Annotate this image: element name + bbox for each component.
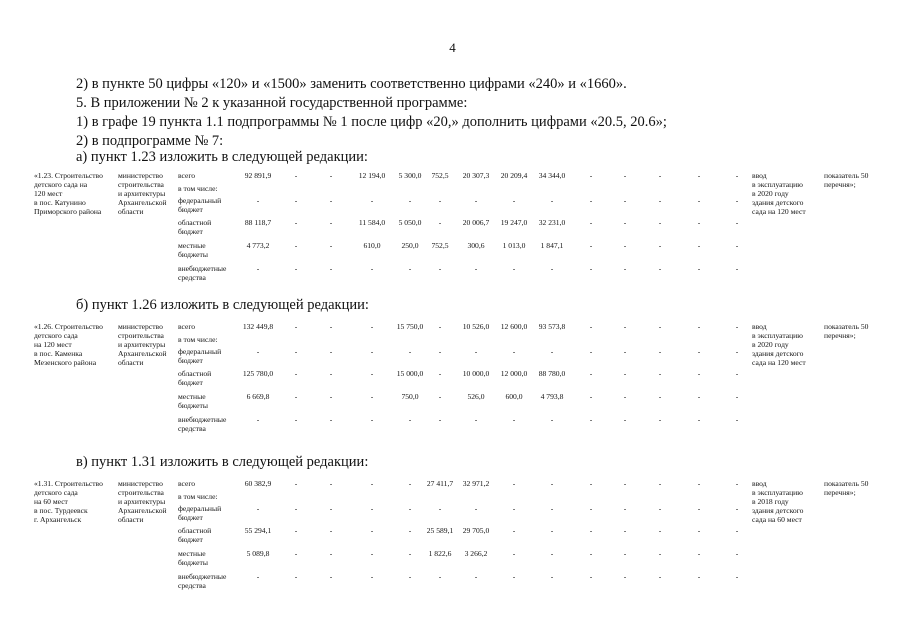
amount-cell: - (735, 369, 739, 378)
amount-cell: - (623, 415, 627, 424)
amount-cell: - (408, 264, 412, 273)
amount-cell: 55 294,1 (244, 526, 272, 535)
amount-cell: - (589, 322, 593, 331)
amount-cell: - (735, 347, 739, 356)
amount-cell: - (294, 218, 298, 227)
amount-cell: - (512, 479, 516, 488)
funding-source: всего (178, 479, 196, 488)
amount-cell: 1 847,1 (540, 241, 564, 250)
funding-source: в том числе: (178, 184, 218, 193)
amount-cell: - (438, 322, 442, 331)
amount-cell: - (589, 218, 593, 227)
funding-source: местные бюджеты (178, 392, 208, 410)
amount-cell: - (256, 415, 260, 424)
amount-cell: - (550, 264, 554, 273)
amount-cell: 5 050,0 (398, 218, 422, 227)
amount-cell: - (438, 347, 442, 356)
funding-source: всего (178, 171, 196, 180)
amount-cell: - (294, 196, 298, 205)
expected-result: ввод в эксплуатацию в 2020 году здания детского сада на 120 мест (752, 171, 806, 216)
amount-cell: - (697, 526, 701, 535)
amount-cell: - (329, 572, 333, 581)
amount-cell: 526,0 (467, 392, 485, 401)
amount-cell: - (294, 322, 298, 331)
amount-cell: - (735, 196, 739, 205)
amount-cell: - (735, 171, 739, 180)
amount-cell: - (623, 549, 627, 558)
amount-cell: - (623, 369, 627, 378)
amount-cell: - (408, 572, 412, 581)
amount-cell: - (370, 196, 374, 205)
amount-cell: - (512, 526, 516, 535)
amount-cell: 29 705,0 (462, 526, 490, 535)
amount-cell: - (329, 218, 333, 227)
amount-cell: 32 231,0 (538, 218, 566, 227)
amount-cell: - (329, 264, 333, 273)
amount-cell: - (474, 264, 478, 273)
responsible-executor: министерство строительства и архитектуры Архангельской области (118, 322, 167, 367)
amount-cell: 132 449,8 (242, 322, 274, 331)
amount-cell: - (256, 264, 260, 273)
amount-cell: - (408, 415, 412, 424)
object-name: «1.26. Строительство детского сада на 120 мест в пос. Каменка Мезенского района (34, 322, 103, 367)
amount-cell: - (329, 415, 333, 424)
amount-cell: - (370, 479, 374, 488)
amount-cell: - (589, 526, 593, 535)
funding-source: внебюджетные средства (178, 264, 227, 282)
amount-cell: - (589, 392, 593, 401)
amount-cell: - (658, 572, 662, 581)
amount-cell: 3 266,2 (464, 549, 488, 558)
amount-cell: - (512, 196, 516, 205)
amount-cell: - (474, 196, 478, 205)
amount-cell: - (438, 504, 442, 513)
amount-cell: 34 344,0 (538, 171, 566, 180)
amount-cell: - (294, 369, 298, 378)
amount-cell: - (370, 322, 374, 331)
amount-cell: 1 013,0 (502, 241, 526, 250)
amount-cell: - (735, 415, 739, 424)
amount-cell: - (658, 171, 662, 180)
amount-cell: - (512, 415, 516, 424)
responsible-executor: министерство строительства и архитектуры Архангельской области (118, 479, 167, 524)
expected-result: ввод в эксплуатацию в 2020 году здания детского сада на 120 мест (752, 322, 806, 367)
amount-cell: 12 000,0 (500, 369, 528, 378)
amount-cell: - (697, 171, 701, 180)
funding-source: федеральный бюджет (178, 347, 222, 365)
amount-cell: - (735, 572, 739, 581)
amount-cell: - (589, 264, 593, 273)
amount-cell: 32 971,2 (462, 479, 490, 488)
amount-cell: - (735, 392, 739, 401)
amount-cell: 27 411,7 (426, 479, 454, 488)
amount-cell: - (658, 347, 662, 356)
amount-cell: - (623, 241, 627, 250)
amount-cell: - (329, 322, 333, 331)
amount-cell: - (329, 479, 333, 488)
amount-cell: - (294, 526, 298, 535)
amount-cell: - (658, 526, 662, 535)
amount-cell: - (623, 171, 627, 180)
amount-cell: - (550, 549, 554, 558)
amount-cell: 11 584,0 (358, 218, 386, 227)
amount-cell: - (294, 549, 298, 558)
amount-cell: - (697, 415, 701, 424)
amount-cell: - (735, 264, 739, 273)
funding-source: местные бюджеты (178, 241, 208, 259)
amount-cell: - (550, 504, 554, 513)
amount-cell: - (329, 526, 333, 535)
funding-source: областной бюджет (178, 526, 212, 544)
amount-cell: 19 247,0 (500, 218, 528, 227)
amount-cell: 10 000,0 (462, 369, 490, 378)
amount-cell: - (735, 549, 739, 558)
amount-cell: - (550, 526, 554, 535)
funding-source: внебюджетные средства (178, 415, 227, 433)
amount-cell: - (658, 264, 662, 273)
amount-cell: - (438, 415, 442, 424)
responsible-executor: министерство строительства и архитектуры Архангельской области (118, 171, 167, 216)
amount-cell: 15 000,0 (396, 369, 424, 378)
amount-cell: - (623, 322, 627, 331)
table-item-1-26 (34, 322, 884, 437)
amount-cell: - (256, 504, 260, 513)
amount-cell: - (512, 347, 516, 356)
amount-cell: 20 006,7 (462, 218, 490, 227)
amount-cell: - (294, 347, 298, 356)
amount-cell: - (697, 264, 701, 273)
table-item-1-23 (34, 171, 884, 283)
amount-cell: - (697, 369, 701, 378)
amount-cell: - (294, 415, 298, 424)
amount-cell: 20 209,4 (500, 171, 528, 180)
amount-cell: - (512, 504, 516, 513)
amount-cell: - (658, 322, 662, 331)
amount-cell: - (623, 196, 627, 205)
amount-cell: - (697, 218, 701, 227)
amount-cell: - (697, 549, 701, 558)
amount-cell: - (370, 526, 374, 535)
amount-cell: 25 589,1 (426, 526, 454, 535)
amount-cell: - (370, 504, 374, 513)
amount-cell: - (658, 549, 662, 558)
amount-cell: - (735, 526, 739, 535)
amount-cell: - (623, 526, 627, 535)
amount-cell: - (329, 196, 333, 205)
target-indicator: показатель 50 перечня»; (824, 171, 869, 189)
amount-cell: - (329, 504, 333, 513)
amount-cell: - (329, 171, 333, 180)
amount-cell: 12 194,0 (358, 171, 386, 180)
amount-cell: - (474, 415, 478, 424)
amount-cell: - (294, 572, 298, 581)
amount-cell: - (697, 241, 701, 250)
amount-cell: - (294, 392, 298, 401)
amount-cell: 250,0 (401, 241, 419, 250)
amount-cell: 610,0 (363, 241, 381, 250)
amount-cell: 60 382,9 (244, 479, 272, 488)
amount-cell: - (550, 347, 554, 356)
amount-cell: - (735, 322, 739, 331)
funding-source: местные бюджеты (178, 549, 208, 567)
amount-cell: - (512, 549, 516, 558)
funding-source: областной бюджет (178, 369, 212, 387)
amount-cell: - (329, 549, 333, 558)
paragraph-item-v: в) пункт 1.31 изложить в следующей редакции: (76, 454, 369, 470)
paragraph-item-b: б) пункт 1.26 изложить в следующей редакции: (76, 297, 369, 313)
amount-cell: - (408, 347, 412, 356)
target-indicator: показатель 50 перечня»; (824, 322, 869, 340)
amount-cell: 92 891,9 (244, 171, 272, 180)
amount-cell: 10 526,0 (462, 322, 490, 331)
amount-cell: - (623, 504, 627, 513)
amount-cell: - (512, 264, 516, 273)
amount-cell: - (370, 572, 374, 581)
object-name: «1.23. Строительство детского сада на 120 мест в пос. Катунино Приморского района (34, 171, 103, 216)
amount-cell: - (589, 415, 593, 424)
amount-cell: 93 573,8 (538, 322, 566, 331)
amount-cell: - (512, 572, 516, 581)
amount-cell: - (658, 415, 662, 424)
amount-cell: - (658, 196, 662, 205)
amount-cell: - (294, 264, 298, 273)
amount-cell: 125 780,0 (242, 369, 274, 378)
funding-source: областной бюджет (178, 218, 212, 236)
amount-cell: 752,5 (431, 241, 449, 250)
amount-cell: 6 669,8 (246, 392, 270, 401)
amount-cell: - (408, 526, 412, 535)
amount-cell: - (589, 171, 593, 180)
amount-cell: 15 750,0 (396, 322, 424, 331)
amount-cell: - (658, 241, 662, 250)
amount-cell: - (408, 549, 412, 558)
amount-cell: 88 118,7 (244, 218, 272, 227)
amount-cell: 20 307,3 (462, 171, 490, 180)
amount-cell: 600,0 (505, 392, 523, 401)
amount-cell: - (658, 369, 662, 378)
amount-cell: - (438, 369, 442, 378)
amount-cell: - (589, 549, 593, 558)
amount-cell: - (370, 415, 374, 424)
amount-cell: - (735, 479, 739, 488)
paragraph-section-5: 5. В приложении № 2 к указанной государственной программе: (76, 95, 468, 111)
amount-cell: - (735, 218, 739, 227)
amount-cell: - (370, 369, 374, 378)
funding-source: в том числе: (178, 335, 218, 344)
amount-cell: - (408, 504, 412, 513)
amount-cell: - (658, 218, 662, 227)
amount-cell: 4 773,2 (246, 241, 270, 250)
amount-cell: - (589, 479, 593, 488)
amount-cell: - (408, 196, 412, 205)
amount-cell: - (474, 504, 478, 513)
amount-cell: - (550, 415, 554, 424)
amount-cell: 12 600,0 (500, 322, 528, 331)
amount-cell: - (474, 572, 478, 581)
amount-cell: - (438, 218, 442, 227)
amount-cell: - (589, 572, 593, 581)
amount-cell: - (294, 241, 298, 250)
amount-cell: 88 780,0 (538, 369, 566, 378)
amount-cell: - (697, 347, 701, 356)
amount-cell: - (329, 241, 333, 250)
amount-cell: 4 793,8 (540, 392, 564, 401)
paragraph-item-a: а) пункт 1.23 изложить в следующей редакции: (76, 149, 368, 165)
amount-cell: - (697, 392, 701, 401)
amount-cell: - (623, 347, 627, 356)
amount-cell: - (438, 196, 442, 205)
amount-cell: - (370, 392, 374, 401)
amount-cell: - (623, 479, 627, 488)
amount-cell: - (370, 347, 374, 356)
amount-cell: - (329, 347, 333, 356)
amount-cell: - (370, 549, 374, 558)
amount-cell: - (589, 241, 593, 250)
funding-source: всего (178, 322, 196, 331)
amount-cell: - (370, 264, 374, 273)
amount-cell: - (623, 392, 627, 401)
amount-cell: - (589, 504, 593, 513)
funding-source: внебюджетные средства (178, 572, 227, 590)
amount-cell: - (550, 196, 554, 205)
amount-cell: - (256, 347, 260, 356)
paragraph-item-1: 1) в графе 19 пункта 1.1 подпрограммы № 1 после цифр «20,» дополнить цифрами «20.5, 20.6»; (76, 114, 667, 130)
funding-source: федеральный бюджет (178, 504, 222, 522)
amount-cell: - (697, 572, 701, 581)
amount-cell: - (438, 572, 442, 581)
amount-cell: - (550, 572, 554, 581)
amount-cell: - (438, 264, 442, 273)
amount-cell: - (329, 392, 333, 401)
amount-cell: 752,5 (431, 171, 449, 180)
expected-result: ввод в эксплуатацию в 2018 году здания детского сада на 60 мест (752, 479, 804, 524)
amount-cell: - (408, 479, 412, 488)
amount-cell: - (438, 392, 442, 401)
amount-cell: - (256, 196, 260, 205)
amount-cell: 750,0 (401, 392, 419, 401)
paragraph-item-2-subprogram: 2) в подпрограмме № 7: (76, 133, 224, 149)
paragraph-item-2: 2) в пункте 50 цифры «120» и «1500» заменить соответственно цифрами «240» и «1660». (76, 76, 627, 92)
amount-cell: - (623, 264, 627, 273)
amount-cell: - (697, 196, 701, 205)
amount-cell: - (623, 218, 627, 227)
funding-source: федеральный бюджет (178, 196, 222, 214)
object-name: «1.31. Строительство детского сада на 60 мест в пос. Турдеевск г. Архангельск (34, 479, 103, 524)
amount-cell: - (735, 241, 739, 250)
amount-cell: - (294, 479, 298, 488)
amount-cell: - (474, 347, 478, 356)
amount-cell: - (294, 171, 298, 180)
amount-cell: 5 089,8 (246, 549, 270, 558)
target-indicator: показатель 50 перечня»; (824, 479, 869, 497)
amount-cell: - (589, 369, 593, 378)
amount-cell: - (589, 347, 593, 356)
amount-cell: - (294, 504, 298, 513)
amount-cell: - (658, 392, 662, 401)
amount-cell: 300,6 (467, 241, 485, 250)
table-item-1-31 (34, 479, 884, 594)
funding-source: в том числе: (178, 492, 218, 501)
amount-cell: - (623, 572, 627, 581)
amount-cell: 5 300,0 (398, 171, 422, 180)
amount-cell: 1 822,6 (428, 549, 452, 558)
amount-cell: - (256, 572, 260, 581)
amount-cell: - (658, 479, 662, 488)
amount-cell: - (589, 196, 593, 205)
amount-cell: - (697, 504, 701, 513)
page-number: 4 (449, 40, 456, 55)
amount-cell: - (697, 322, 701, 331)
amount-cell: - (550, 479, 554, 488)
amount-cell: - (329, 369, 333, 378)
amount-cell: - (735, 504, 739, 513)
amount-cell: - (658, 504, 662, 513)
amount-cell: - (697, 479, 701, 488)
